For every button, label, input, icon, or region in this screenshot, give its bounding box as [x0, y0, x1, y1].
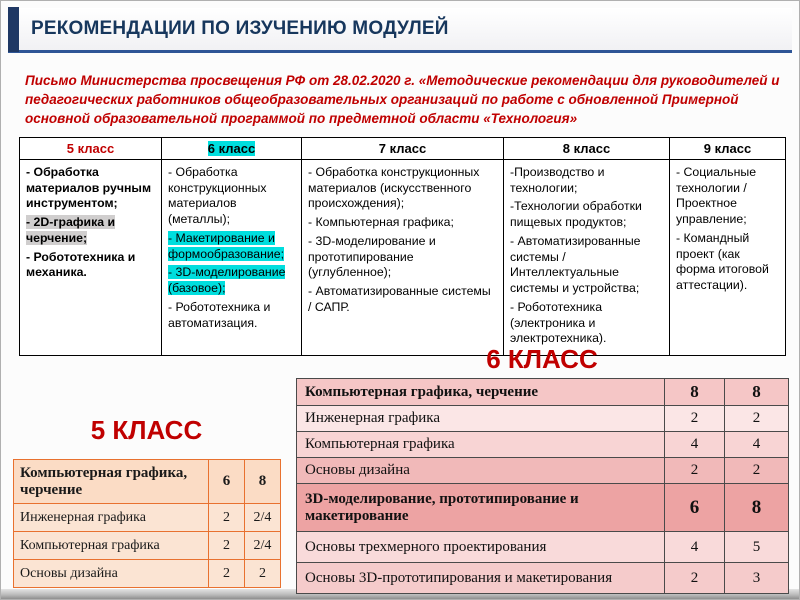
hours-cell: 8 — [665, 379, 725, 406]
modules-cell-grade9 — [670, 160, 786, 356]
module-item: - Робототехника и автоматизация. — [168, 299, 271, 330]
hours-cell: 2 — [665, 563, 725, 594]
modules-header-grade5: 5 класс — [20, 138, 162, 160]
subject-cell: Основы дизайна — [297, 458, 665, 484]
hours-cell: 8 — [245, 460, 281, 504]
hours-cell: 4 — [665, 432, 725, 458]
highlighted-module: - Макетирование и формообразование; — [168, 230, 284, 261]
table-row — [297, 458, 789, 484]
table-row — [297, 484, 789, 532]
header-accent-bar — [8, 7, 19, 52]
hours-cell: 8 — [725, 379, 789, 406]
table-row — [14, 560, 281, 588]
modules-header-grade6 — [162, 138, 302, 160]
module-item: -Производство и технологии; — [510, 165, 605, 195]
table-row — [14, 504, 281, 532]
modules-header-grade8: 8 класс — [504, 138, 670, 160]
modules-body-row — [20, 160, 786, 356]
grade5-hours-table — [13, 459, 281, 588]
highlighted-module: - 3D-моделирование (базовое); — [168, 265, 286, 296]
hours-cell: 2 — [209, 560, 245, 588]
hours-cell: 2 — [245, 560, 281, 588]
subject-cell: Компьютерная графика — [14, 532, 209, 560]
grade5-section-label: 5 КЛАСС — [90, 415, 203, 445]
module-item: - Обработка материалов ручным инструментом; — [26, 165, 152, 211]
subject-cell: Основы 3D-прототипирования и макетирования — [297, 563, 665, 594]
module-item: - Компьютерная графика; — [308, 215, 454, 230]
table-row — [297, 406, 789, 432]
hours-cell: 2 — [665, 458, 725, 484]
modules-cell-grade8 — [504, 160, 670, 356]
subject-cell: Основы трехмерного проектирования — [297, 532, 665, 563]
module-item — [168, 231, 295, 262]
intro-text: Письмо Министерства просвещения РФ от 28.02.2020 г. «Методические рекомендации для руководителей и педагогических работников общеобразовательных организаций по работе с обновленной Примерной основной образовательной программой по предметной области «Технология» — [25, 73, 780, 127]
grade6-hours-table — [296, 378, 789, 594]
subject-cell: 3D-моделирование, прототипирование и макетирование — [297, 484, 665, 532]
hours-cell: 2/4 — [245, 532, 281, 560]
module-item: - Автоматизированные системы / Интеллектуальные системы и устройства; — [510, 233, 641, 296]
subject-cell: Инженерная графика — [297, 406, 665, 432]
module-item — [168, 265, 295, 296]
table-row — [297, 432, 789, 458]
hours-cell: 2 — [209, 504, 245, 532]
table-row — [297, 532, 789, 563]
hours-cell: 2/4 — [245, 504, 281, 532]
table-row — [297, 563, 789, 594]
hours-cell: 4 — [725, 432, 789, 458]
modules-table — [19, 137, 786, 356]
hours-cell: 8 — [725, 484, 789, 532]
modules-cell-grade7 — [302, 160, 504, 356]
module-item: -Технологии обработки пищевых продуктов; — [510, 199, 642, 230]
hours-cell: 4 — [665, 532, 725, 563]
modules-header-row — [20, 138, 786, 160]
modules-header-grade9: 9 класс — [670, 138, 786, 160]
grade6-section-label: 6 КЛАСС — [486, 344, 598, 374]
highlighted-module: - 2D-графика и черчение; — [26, 215, 116, 245]
subject-cell: Инженерная графика — [14, 504, 209, 532]
module-item: - 3D-моделирование и прототипирование (углубленное); — [308, 233, 436, 280]
hours-cell: 2 — [209, 532, 245, 560]
hours-cell: 5 — [725, 532, 789, 563]
module-item: - Обработка конструкционных материалов (металлы); — [168, 165, 267, 227]
modules-cell-grade5 — [20, 160, 162, 356]
module-item: - Робототехника и механика. — [26, 249, 136, 280]
module-item: - Командный проект (как форма итоговой аттестации). — [676, 230, 769, 293]
module-item: - Социальные технологии / Проектное управление; — [676, 165, 757, 227]
grade6-highlight: 6 класс — [207, 141, 256, 156]
hours-cell: 2 — [725, 406, 789, 432]
table-row — [14, 532, 281, 560]
hours-cell: 3 — [725, 563, 789, 594]
hours-cell: 6 — [665, 484, 725, 532]
module-item: - Автоматизированные системы / САПР. — [308, 284, 491, 314]
hours-cell: 2 — [665, 406, 725, 432]
module-item — [26, 215, 155, 246]
module-item: - Обработка конструкционных материалов (искусственного происхождения); — [308, 165, 480, 211]
subject-cell: Компьютерная графика, черчение — [14, 460, 209, 504]
modules-header-grade7: 7 класс — [302, 138, 504, 160]
page-title: РЕКОМЕНДАЦИИ ПО ИЗУЧЕНИЮ МОДУЛЕЙ — [31, 18, 449, 39]
slide-header — [8, 8, 792, 53]
subject-cell: Основы дизайна — [14, 560, 209, 588]
modules-cell-grade6 — [162, 160, 302, 356]
table-row — [297, 379, 789, 406]
subject-cell: Компьютерная графика, черчение — [297, 379, 665, 406]
table-row — [14, 460, 281, 504]
hours-cell: 6 — [209, 460, 245, 504]
hours-cell: 2 — [725, 458, 789, 484]
subject-cell: Компьютерная графика — [297, 432, 665, 458]
module-item: - Робототехника (электроника и электротехника). — [510, 299, 607, 346]
